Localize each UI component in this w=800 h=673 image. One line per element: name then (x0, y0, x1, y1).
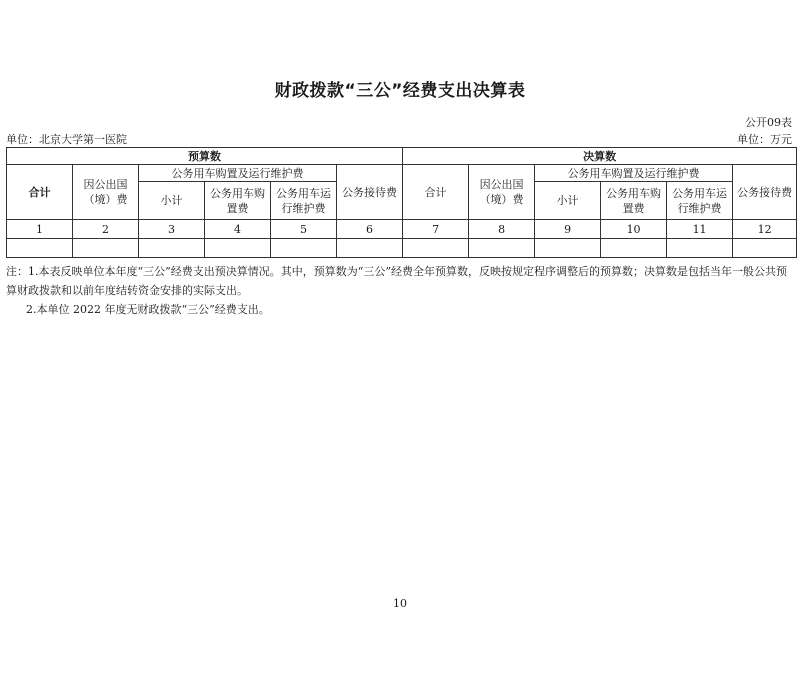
data-cell (403, 239, 469, 258)
budget-abroad-header: 因公出国（境）费 (73, 165, 139, 220)
budget-total-header: 合计 (7, 165, 73, 220)
budget-header: 预算数 (7, 148, 403, 165)
data-cell (73, 239, 139, 258)
final-vehicle-operation-header: 公务用车运行维护费 (667, 182, 733, 220)
budget-vehicle-group-header: 公务用车购置及运行维护费 (139, 165, 337, 182)
column-number: 4 (205, 220, 271, 239)
form-number: 公开09表 (745, 116, 792, 129)
data-cell (139, 239, 205, 258)
data-cell (535, 239, 601, 258)
data-cell (337, 239, 403, 258)
data-cell (733, 239, 797, 258)
budget-vehicle-purchase-header: 公务用车购置费 (205, 182, 271, 220)
note-2: 2.本单位 2022 年度无财政拨款“三公”经费支出。 (26, 303, 270, 316)
column-number: 5 (271, 220, 337, 239)
final-vehicle-purchase-header: 公务用车购置费 (601, 182, 667, 220)
data-cell (7, 239, 73, 258)
final-total-header: 合计 (403, 165, 469, 220)
data-cell (271, 239, 337, 258)
final-reception-header: 公务接待费 (733, 165, 797, 220)
final-vehicle-group-header: 公务用车购置及运行维护费 (535, 165, 733, 182)
column-number: 6 (337, 220, 403, 239)
budget-vehicle-operation-header: 公务用车运行维护费 (271, 182, 337, 220)
reporting-unit: 单位：北京大学第一医院 (6, 133, 127, 146)
column-number: 10 (601, 220, 667, 239)
column-number: 8 (469, 220, 535, 239)
data-cell (601, 239, 667, 258)
budget-subtotal-header: 小计 (139, 182, 205, 220)
final-abroad-header: 因公出国（境）费 (469, 165, 535, 220)
document-title: 财政拨款“三公”经费支出决算表 (274, 81, 526, 101)
currency-unit: 单位：万元 (737, 133, 792, 146)
final-header: 决算数 (403, 148, 797, 165)
column-number: 9 (535, 220, 601, 239)
notes (6, 262, 794, 319)
three-public-expenses-table (6, 147, 797, 258)
table-row (7, 239, 797, 258)
page-number: 10 (393, 597, 407, 610)
note-1: 注：1.本表反映单位本年度“三公”经费支出预决算情况。其中，预算数为“三公”经费全年预算数，反映按规定程序调整后的预算数；决算数是包括当年一般公共预算财政拨款和以前年度结转资金安排的实际支出。 (6, 265, 787, 297)
column-number: 3 (139, 220, 205, 239)
data-cell (205, 239, 271, 258)
column-number: 12 (733, 220, 797, 239)
data-cell (469, 239, 535, 258)
column-number: 7 (403, 220, 469, 239)
column-number: 1 (7, 220, 73, 239)
data-cell (667, 239, 733, 258)
final-subtotal-header: 小计 (535, 182, 601, 220)
column-number: 2 (73, 220, 139, 239)
column-number: 11 (667, 220, 733, 239)
budget-reception-header: 公务接待费 (337, 165, 403, 220)
column-number-row (7, 220, 797, 239)
